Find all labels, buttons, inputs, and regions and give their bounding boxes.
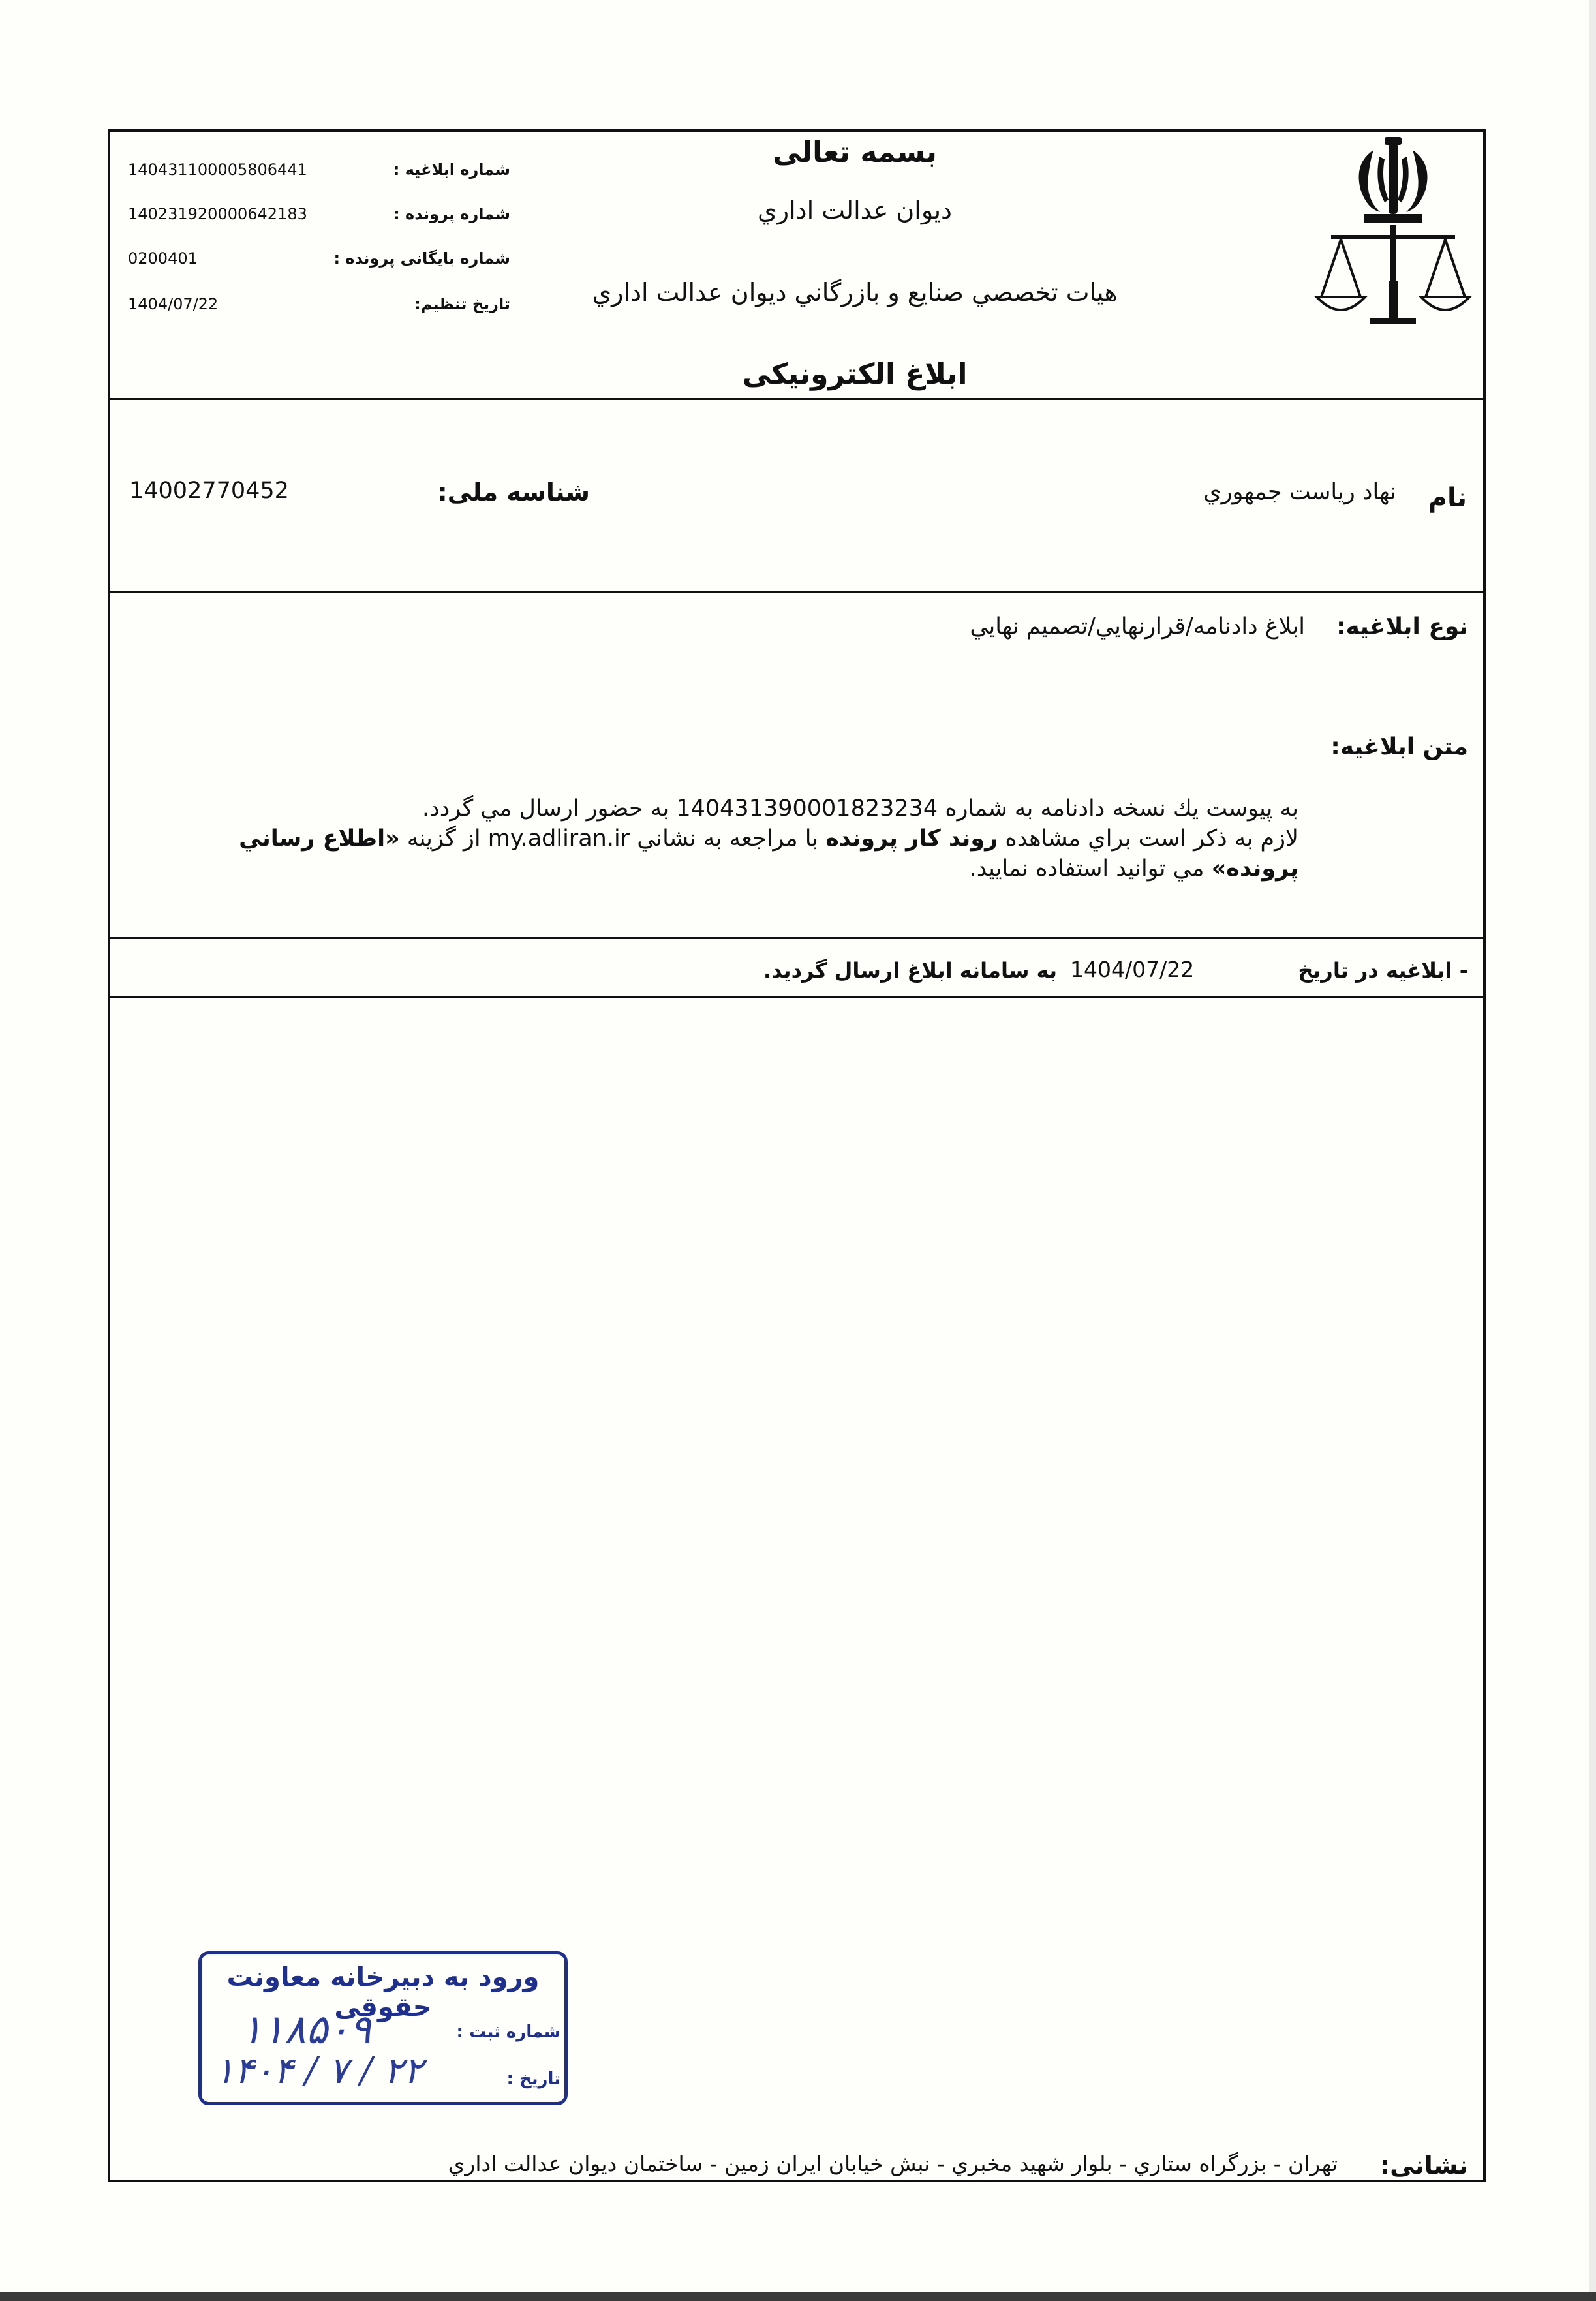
name-label: نام	[1428, 483, 1467, 513]
notice-type-value: ابلاغ دادنامه/قرارنهايي/تصميم نهايي	[970, 613, 1305, 640]
page-edge-bottom	[0, 2292, 1596, 2301]
divider-sent	[108, 996, 1486, 998]
case-number-label: شماره پرونده :	[393, 205, 510, 223]
iran-emblem-with-scales-icon	[1312, 137, 1475, 333]
stamp-reg-label: شماره ثبت :	[456, 2022, 560, 2042]
stamp-title: ورود به دبیرخانه معاونت حقوقی	[226, 1962, 540, 2022]
court-name: ديوان عدالت اداري	[758, 196, 952, 224]
sent-label: - ابلاغيه در تاريخ	[1298, 958, 1468, 983]
notice-line-3: پرونده» مي توانيد استفاده نماييد.	[969, 856, 1298, 882]
notice-text-label: متن ابلاغيه:	[1330, 734, 1468, 760]
notice-text-body	[170, 794, 1298, 884]
sent-date: 1404/07/22	[1070, 957, 1195, 982]
notice-line-2: لازم به ذكر است براي مشاهده روند كار پرونده با مراجعه به نشاني my.adliran.ir از گزينه «اطلاع رساني	[239, 826, 1298, 852]
board-name: هيات تخصصي صنايع و بازرگاني ديوان عدالت اداري	[592, 278, 1118, 307]
stamp-date-label: تاریخ :	[506, 2069, 560, 2089]
archive-number-value: 0200401	[128, 249, 198, 268]
issue-date-value: 1404/07/22	[128, 295, 219, 313]
notice-line-1: به پيوست يك نسخه دادنامه به شماره 140431390001823234 به حضور ارسال مي گردد.	[422, 795, 1298, 822]
address-label: نشانی:	[1379, 2151, 1468, 2180]
name-value: نهاد رياست جمهوري	[1203, 479, 1396, 505]
bismillah-heading: بسمه تعالی	[773, 136, 937, 169]
address-value: تهران - بزرگراه ستاري - بلوار شهيد مخبري - نبش خيابان ايران زمين - ساختمان ديوان عدالت اداري	[448, 2151, 1338, 2176]
case-progress-emphasis: روند كار پرونده	[825, 826, 998, 852]
document-title: ابلاغ الکترونیکی	[742, 358, 968, 391]
stamp-reg-value: ۱۱۸۵۰۹	[241, 2005, 371, 2053]
info-option-emphasis: «اطلاع رساني	[239, 826, 400, 852]
sent-suffix: به سامانه ابلاغ ارسال گرديد.	[763, 958, 1057, 983]
secretariat-entry-stamp	[198, 1951, 568, 2105]
national-id-label: شناسه ملی:	[437, 478, 590, 506]
issue-date-label: تاریخ تنظیم:	[414, 295, 510, 313]
notice-number-label: شماره ابلاغیه :	[393, 161, 510, 179]
national-id-value: 14002770452	[129, 478, 289, 504]
notice-type-label: نوع ابلاغيه:	[1336, 613, 1468, 640]
divider-notice	[108, 937, 1486, 939]
page-edge	[1589, 0, 1596, 2301]
case-number-value: 140231920000642183	[128, 205, 307, 223]
divider-recipient	[108, 591, 1486, 593]
stamp-date-value: ۱۴۰۴ / ۷ / ۲۲	[215, 2050, 423, 2092]
document-frame	[108, 129, 1486, 2182]
archive-number-label: شماره بایگانی پرونده :	[333, 249, 510, 268]
notice-number-value: 140431100005806441	[128, 161, 307, 179]
divider-header	[108, 398, 1486, 400]
